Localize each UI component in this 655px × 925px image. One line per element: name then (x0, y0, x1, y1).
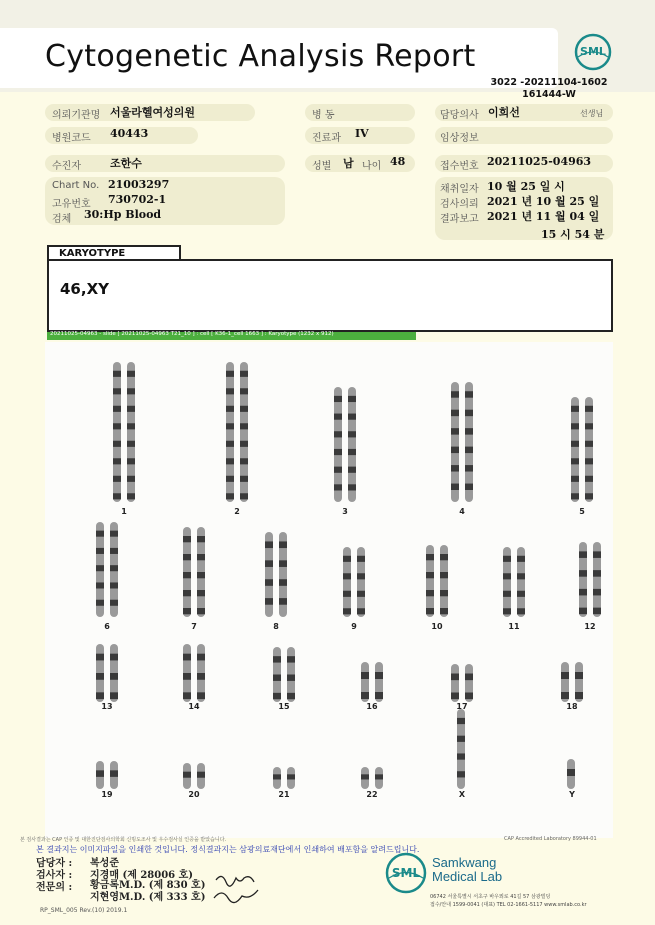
chromosome-1 (127, 362, 135, 502)
chromosome-11 (503, 547, 511, 617)
field-bg (45, 155, 285, 172)
karyotype-result: 46,XY (60, 280, 109, 298)
karyotype-tab: KARYOTYPE (47, 245, 181, 260)
chromosome-label: 9 (351, 622, 357, 631)
institution-value: 서울라헬여성의원 (110, 106, 196, 119)
specialist1-value: 황금록M.D. (제 830 호) (90, 880, 206, 891)
slide-info-text: 20211025-04963 - slide [ 20211025-04963 T21_10 ] : cell [ K36-1_cell 1663 ] : Karyotype (1232 x 912) (50, 331, 334, 337)
dept-value: IV (355, 127, 369, 140)
sex-label: 성별 (312, 161, 332, 172)
chromosome-20 (197, 763, 205, 789)
chromosome-17 (451, 664, 459, 702)
chromosome-15 (287, 647, 295, 702)
receipt-label: 접수번호 (440, 161, 479, 172)
chromosome-13 (110, 644, 118, 702)
lab-address-line: 06742 서울특별시 서초구 바우뫼로 41길 57 삼광빌딩 (430, 894, 551, 900)
institution-label: 의뢰기관명 (52, 110, 101, 121)
clinical-info-label: 임상정보 (440, 133, 479, 144)
sex-value: 남 (343, 157, 354, 170)
specimen-value: 30:Hp Blood (84, 208, 162, 221)
chromosome-X (457, 709, 465, 789)
chromosome-6 (96, 522, 104, 617)
sml-logo-icon (574, 33, 612, 71)
chromosome-4 (465, 382, 473, 502)
cap-accreditation: CAP Accredited Laboratory 89944-01 (504, 836, 597, 842)
karyogram-chromosomes (45, 342, 613, 838)
result-value: 2021 년 11 월 04 일 (487, 210, 600, 223)
lab-name-line2: Medical Lab (432, 869, 503, 884)
chromosome-13 (96, 644, 104, 702)
chromosome-label: 4 (459, 507, 465, 516)
result-label: 결과보고 (440, 214, 479, 225)
chromosome-label: 10 (431, 622, 443, 631)
patient-value: 조한수 (110, 157, 142, 170)
chromosome-label: 7 (191, 622, 197, 631)
chromosome-2 (240, 362, 248, 502)
chromosome-1 (113, 362, 121, 502)
chromosome-10 (426, 545, 434, 617)
report-id (488, 77, 610, 101)
chromosome-label: Y (569, 790, 575, 799)
chromosome-11 (517, 547, 525, 617)
signature-image (212, 868, 264, 908)
age-label: 나이 (362, 161, 382, 172)
chromosome-label: 1 (121, 507, 127, 516)
chart-label: Chart No. (52, 180, 100, 191)
request-value: 2021 년 10 월 25 일 (487, 195, 600, 208)
chromosome-17 (465, 664, 473, 702)
svg-text:SML: SML (580, 45, 606, 58)
chromosome-22 (375, 767, 383, 789)
request-label: 검사의뢰 (440, 199, 479, 210)
tester-value: 지경매 (제 28006 호) (90, 870, 193, 881)
samkwang-logo-icon (385, 852, 427, 894)
chromosome-12 (593, 542, 601, 617)
lab-name (432, 856, 502, 884)
chromosome-label: 18 (566, 702, 578, 711)
manager-label: 담당자 : (36, 858, 73, 869)
chromosome-15 (273, 647, 281, 702)
chromosome-22 (361, 767, 369, 789)
chromosome-label: 8 (273, 622, 279, 631)
chromosome-label: X (458, 790, 466, 799)
chromosome-18 (561, 662, 569, 702)
collect-label: 채취일자 (440, 184, 479, 195)
chromosome-16 (375, 662, 383, 702)
chromosome-21 (287, 767, 295, 789)
doctor-suffix: 선생님 (580, 109, 604, 118)
chromosome-3 (334, 387, 342, 502)
hospital-code-label: 병원코드 (52, 133, 91, 144)
dept-label: 진료과 (312, 133, 341, 144)
chromosome-label: 13 (101, 702, 113, 711)
chromosome-9 (343, 547, 351, 617)
chromosome-8 (279, 532, 287, 617)
chromosome-19 (110, 761, 118, 789)
chromosome-6 (110, 522, 118, 617)
disclaimer-text: 본 검사결과는 CAP 인증 및 대한진단검사의학회 신빙도조사 및 우수검사실 인증을 받았습니다. (20, 837, 227, 843)
id-label: 고유번호 (52, 199, 91, 210)
report-id-line2: 161444-W (522, 89, 576, 100)
receipt-value: 20211025-04963 (487, 155, 592, 168)
chromosome-label: 2 (234, 507, 240, 516)
chromosome-7 (197, 527, 205, 617)
chromosome-2 (226, 362, 234, 502)
chromosome-16 (361, 662, 369, 702)
chromosome-label: 6 (104, 622, 110, 631)
svg-text:SML: SML (391, 866, 421, 880)
hospital-code-value: 40443 (110, 127, 149, 140)
chromosome-Y (567, 759, 575, 789)
chromosome-label: 20 (188, 790, 200, 799)
chromosome-label: 19 (101, 790, 113, 799)
chromosome-label: 22 (366, 790, 378, 799)
patient-label: 수진자 (52, 161, 81, 172)
tester-label: 검사자 : (36, 870, 73, 881)
chromosome-label: 15 (278, 702, 290, 711)
age-value: 48 (390, 155, 406, 168)
chromosome-8 (265, 532, 273, 617)
report-title: Cytogenetic Analysis Report (45, 39, 476, 74)
chromosome-3 (348, 387, 356, 502)
chromosome-21 (273, 767, 281, 789)
form-code: RP_SML_005 Rev.(10) 2019.1 (40, 907, 128, 914)
report-id-line1: 3022 -20211104-1602 (490, 77, 608, 88)
manager-value: 복성준 (90, 858, 119, 869)
ward-label: 병 동 (312, 110, 335, 121)
chromosome-9 (357, 547, 365, 617)
doctor-value: 이희선 (488, 106, 520, 119)
chromosome-18 (575, 662, 583, 702)
chromosome-20 (183, 763, 191, 789)
collect-value: 10 월 25 일 시 (487, 180, 565, 193)
chromosome-label: 16 (366, 702, 378, 711)
chromosome-4 (451, 382, 459, 502)
chromosome-label: 12 (584, 622, 596, 631)
result-time: 15 시 54 분 (541, 228, 605, 241)
lab-phone-line: 접수/안내 1599-0041 (대표) TEL 02-1661-5117 www.smlab.co.kr (430, 902, 587, 908)
specialist-label: 전문의 : (36, 882, 73, 893)
chromosome-label: 3 (342, 507, 348, 516)
chromosome-5 (585, 397, 593, 502)
chromosome-label: 5 (579, 507, 585, 516)
chromosome-12 (579, 542, 587, 617)
chromosome-14 (183, 644, 191, 702)
chromosome-19 (96, 761, 104, 789)
specialist2-value: 지현영M.D. (제 333 호) (90, 892, 206, 903)
specimen-label: 검체 (52, 214, 72, 225)
id-value: 730702-1 (108, 193, 167, 206)
lab-name-line1: Samkwang (432, 855, 497, 870)
chromosome-10 (440, 545, 448, 617)
chromosome-14 (197, 644, 205, 702)
chromosome-label: 11 (508, 622, 520, 631)
karyotype-box (47, 259, 613, 332)
chromosome-label: 21 (278, 790, 290, 799)
lab-address (430, 893, 587, 909)
chromosome-5 (571, 397, 579, 502)
chart-value: 21003297 (108, 178, 170, 191)
chromosome-label: 17 (456, 702, 468, 711)
chromosome-7 (183, 527, 191, 617)
print-notice: 본 결과지는 이미지파일을 인쇄한 것입니다. 정식결과지는 삼광의료재단에서 인쇄하여 배포함을 알려드립니다. (36, 845, 420, 854)
chromosome-label: 14 (188, 702, 200, 711)
doctor-label: 담당의사 (440, 110, 479, 121)
